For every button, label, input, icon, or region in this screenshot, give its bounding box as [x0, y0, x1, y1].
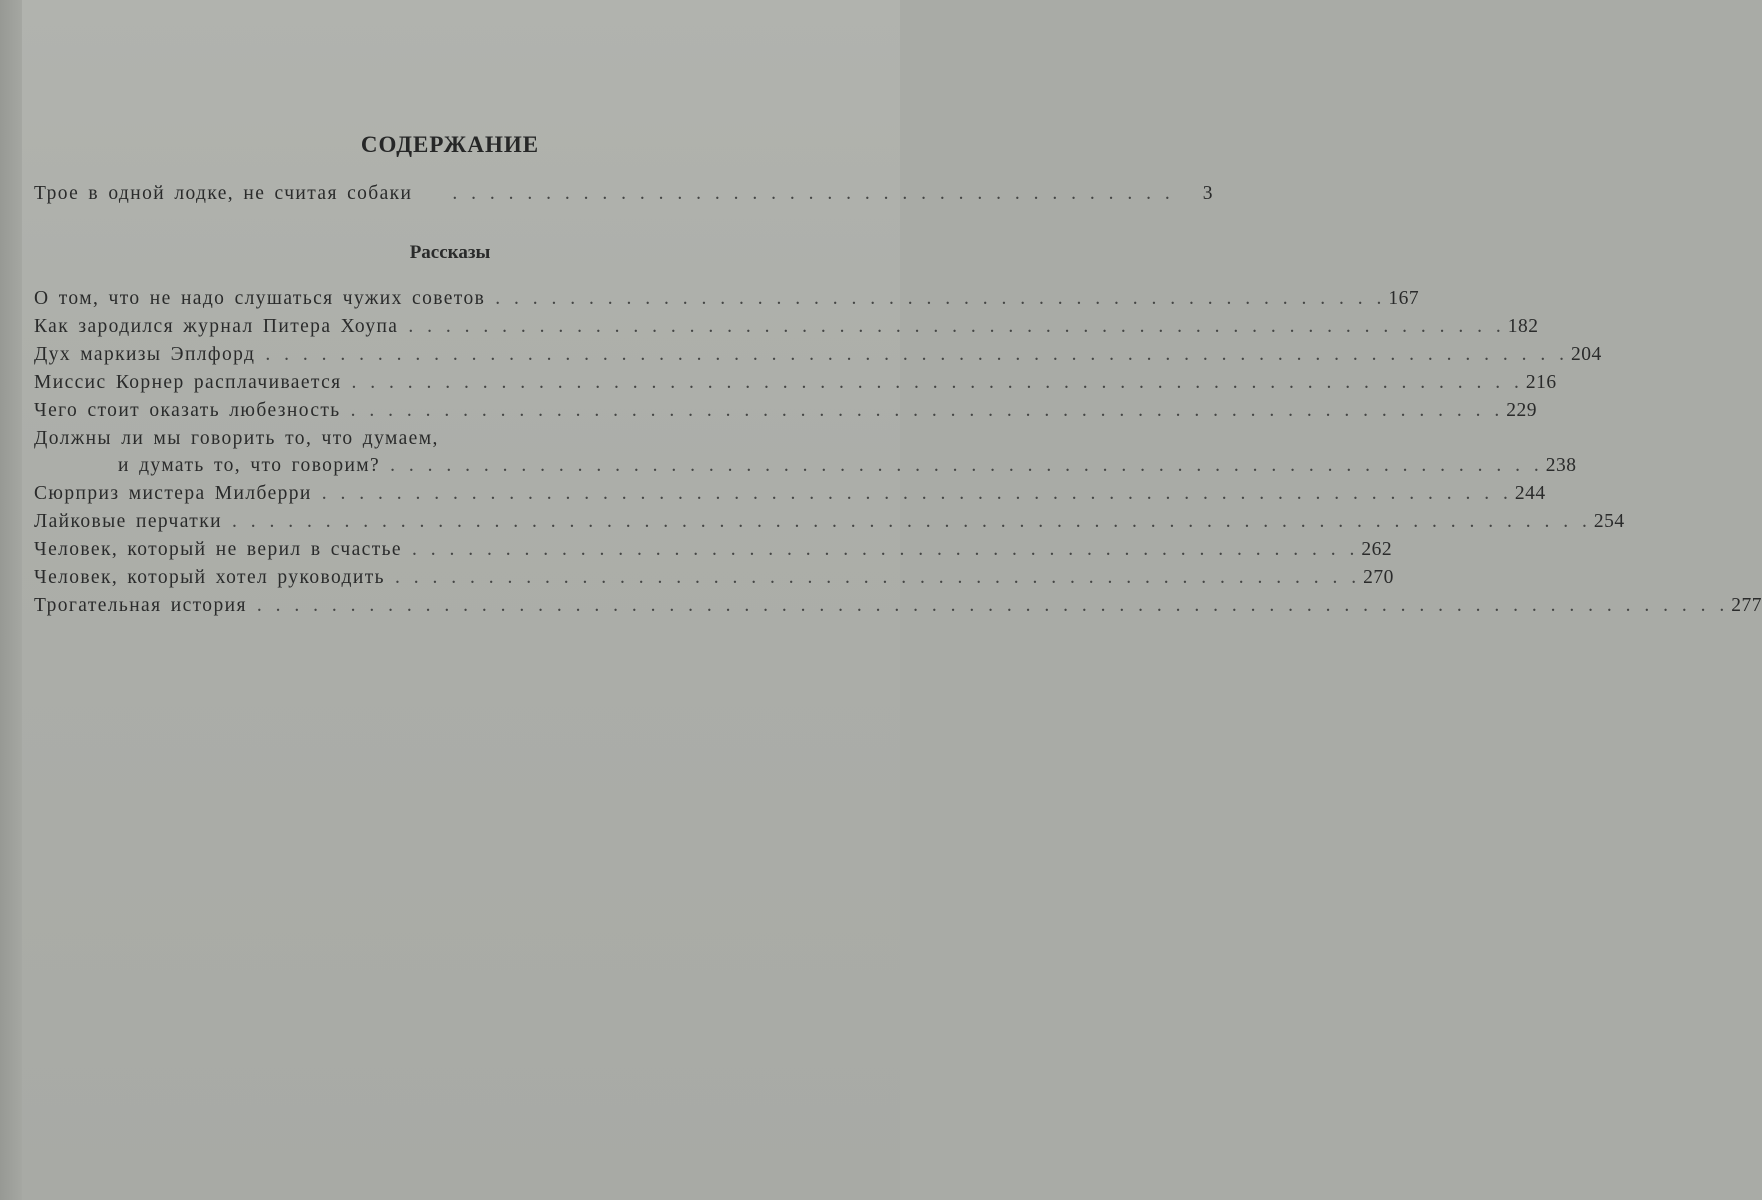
toc-entry: [34, 567, 1394, 589]
toc-entry-title: Трое в одной лодке, не считая собаки: [34, 183, 413, 204]
dot-leader: . . . . . . . . . . . . . . . . . . . . . . . . . . . . . . . . . . . . . . . . . . . . . . . . . . . .: [394, 567, 1360, 588]
dot-leader: . . . . . . . . . . . . . . . . . . . . . . . . . . . . . . . . . . . . . . .: [452, 183, 1173, 204]
contents-heading: СОДЕРЖАНИЕ: [360, 132, 540, 157]
toc-entry-title: Как зародился журнал Питера Хоупа: [34, 316, 399, 337]
toc-entry-page: 262: [1361, 539, 1393, 560]
toc-entry-page: 3: [1202, 183, 1214, 204]
toc-entry-page: 216: [1525, 372, 1557, 393]
toc-entry-page: 238: [1545, 455, 1577, 476]
toc-entry-page: 204: [1570, 344, 1602, 365]
dot-leader: . . . . . . . . . . . . . . . . . . . . . . . . . . . . . . . . . . . . . . . . . . . . . . . . . . . . . . . . . . .: [408, 316, 1504, 337]
dot-leader: . . . . . . . . . . . . . . . . . . . . . . . . . . . . . . . . . . . . . . . . . . . . . . . . . . . . . . . . . . . . . .: [350, 400, 1503, 421]
toc-entry-page: 167: [1388, 288, 1420, 309]
toc-entry-page: 270: [1363, 567, 1394, 588]
toc-entry: [34, 483, 1546, 505]
toc-entry-title: Человек, который не верил в счастье: [34, 539, 402, 560]
toc-entry-page: 277: [1731, 595, 1762, 616]
toc-entry-main: [34, 183, 1214, 205]
toc-entry-title-continued: и думать то, что говорим?: [118, 455, 381, 476]
dot-leader: . . . . . . . . . . . . . . . . . . . . . . . . . . . . . . . . . . . . . . . . . . . . . . . . . . . . . . . . . . . . . . .: [351, 372, 1522, 393]
dot-leader: . . . . . . . . . . . . . . . . . . . . . . . . . . . . . . . . . . . . . . . . . . . . . . . . . . . . . . . . . . . . . . . . . . . . . .: [265, 344, 1567, 365]
toc-entry: [34, 511, 1625, 533]
toc-entry-page: 254: [1593, 511, 1625, 532]
toc-entry-page: 244: [1514, 483, 1546, 504]
toc-entry: [34, 595, 1762, 617]
toc-entry-title: Должны ли мы говорить то, что думаем,: [34, 428, 439, 449]
dot-leader: . . . . . . . . . . . . . . . . . . . . . . . . . . . . . . . . . . . . . . . . . . . . . . . . . . . . . . . . . . . . . .: [390, 455, 1542, 476]
section-heading: Рассказы: [409, 242, 491, 263]
toc-entry-title: Лайковые перчатки: [34, 511, 222, 532]
page-edge: [0, 0, 22, 1200]
toc-entry: [118, 455, 1577, 477]
toc-entry-title: Трогательная история: [34, 595, 247, 616]
toc-entry-title: Чего стоит оказать любезность: [34, 400, 341, 421]
toc-entry: [34, 288, 1420, 310]
toc-entry-title: Дух маркизы Эплфорд: [34, 344, 256, 365]
toc-entry: [34, 539, 1393, 561]
toc-entry-title: Миссис Корнер расплачивается: [34, 372, 342, 393]
toc-entry: [34, 316, 1539, 338]
toc-entry: [34, 400, 1537, 422]
toc-entry: [34, 344, 1602, 366]
dot-leader: . . . . . . . . . . . . . . . . . . . . . . . . . . . . . . . . . . . . . . . . . . . . . . . . . . . . . . . . . . . . . . . . . . . . . . . . . . . . . . .: [256, 595, 1728, 616]
toc-entry: [34, 372, 1557, 394]
toc-entry-page: 182: [1507, 316, 1539, 337]
toc-entry-title: Человек, который хотел руководить: [34, 567, 385, 588]
dot-leader: . . . . . . . . . . . . . . . . . . . . . . . . . . . . . . . . . . . . . . . . . . . . . . . .: [495, 288, 1385, 309]
dot-leader: . . . . . . . . . . . . . . . . . . . . . . . . . . . . . . . . . . . . . . . . . . . . . . . . . . . . . . . . . . . . . . . . . . . . . . . . .: [231, 511, 1590, 532]
dot-leader: . . . . . . . . . . . . . . . . . . . . . . . . . . . . . . . . . . . . . . . . . . . . . . . . . . .: [411, 539, 1358, 560]
toc-entry-title: О том, что не надо слушаться чужих советов: [34, 288, 486, 309]
dot-leader: . . . . . . . . . . . . . . . . . . . . . . . . . . . . . . . . . . . . . . . . . . . . . . . . . . . . . . . . . . . . . . . .: [321, 483, 1511, 504]
toc-entry-title: Сюрприз мистера Милберри: [34, 483, 312, 504]
toc-entry-page: 229: [1506, 400, 1537, 421]
